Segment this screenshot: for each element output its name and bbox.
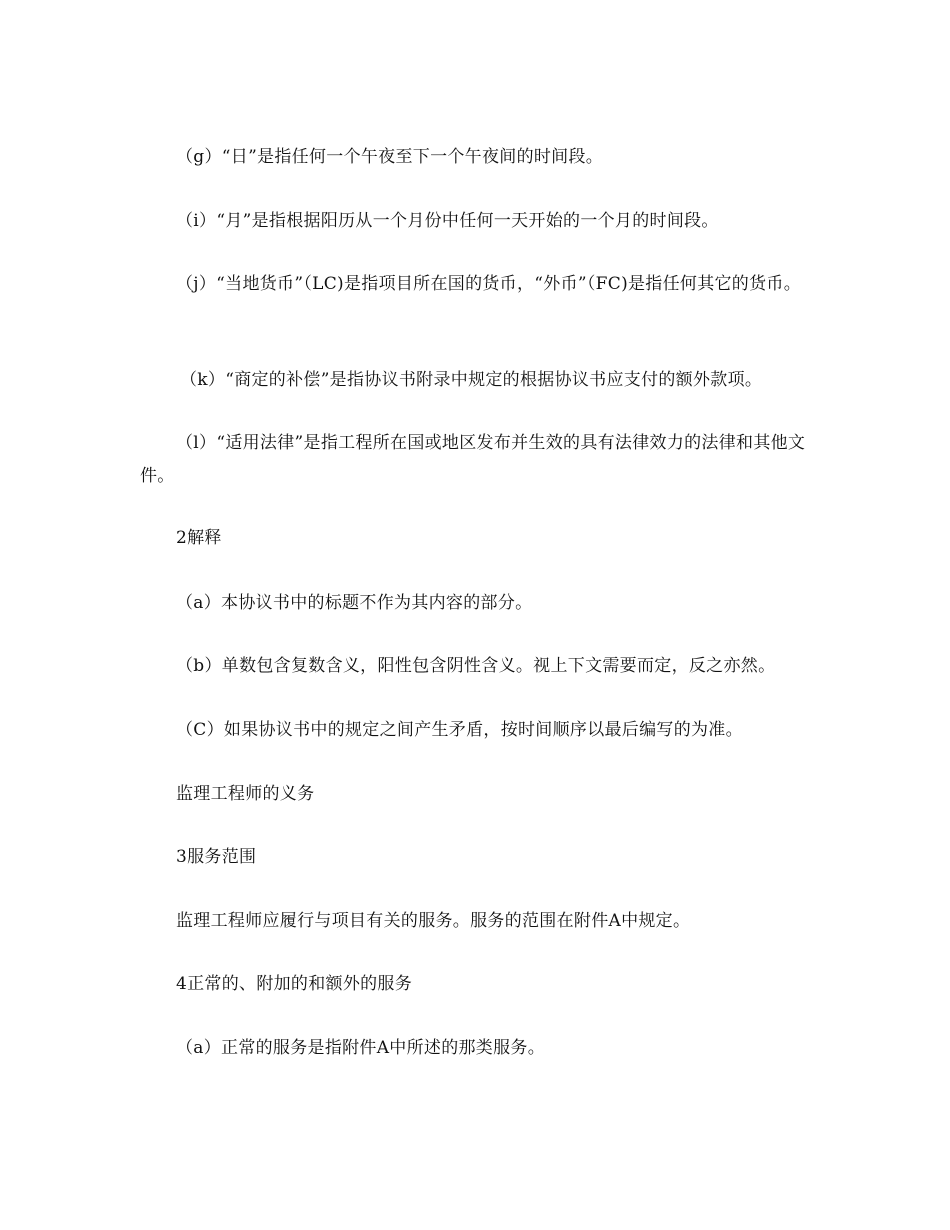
section-heading-scope: 3服务范围 xyxy=(176,847,257,867)
section-heading-interpretation: 2解释 xyxy=(176,528,222,548)
definition-l: （l）“适用法律”是指工程所在国或地区发布并生效的具有法律效力的法律和其他文件。 xyxy=(140,433,806,486)
scope-paragraph: 监理工程师应履行与项目有关的服务。服务的范围在附件A中规定。 xyxy=(176,911,691,931)
section-heading-services: 4正常的、附加的和额外的服务 xyxy=(176,974,413,994)
definition-k: （k）“商定的补偿”是指协议书附录中规定的根据协议书应支付的额外款项。 xyxy=(180,370,763,390)
interpretation-a: （a）本协议书中的标题不作为其内容的部分。 xyxy=(176,593,533,613)
interpretation-b: （b）单数包含复数含义，阳性包含阴性含义。视上下文需要而定，反之亦然。 xyxy=(176,656,776,676)
services-a: （a）正常的服务是指附件A中所述的那类服务。 xyxy=(176,1038,546,1058)
definition-g: （g）“日”是指任何一个午夜至下一个午夜间的时间段。 xyxy=(176,147,604,167)
definition-i: （i）“月”是指根据阳历从一个月份中任何一天开始的一个月的时间段。 xyxy=(176,211,719,231)
definition-j: （j）“当地货币”（LC)是指项目所在国的货币，“外币”（FC)是指任何其它的货币。 xyxy=(176,274,801,294)
section-heading-engineer-duties: 监理工程师的义务 xyxy=(176,784,315,804)
interpretation-c: （C）如果协议书中的规定之间产生矛盾，按时间顺序以最后编写的为准。 xyxy=(176,720,743,740)
